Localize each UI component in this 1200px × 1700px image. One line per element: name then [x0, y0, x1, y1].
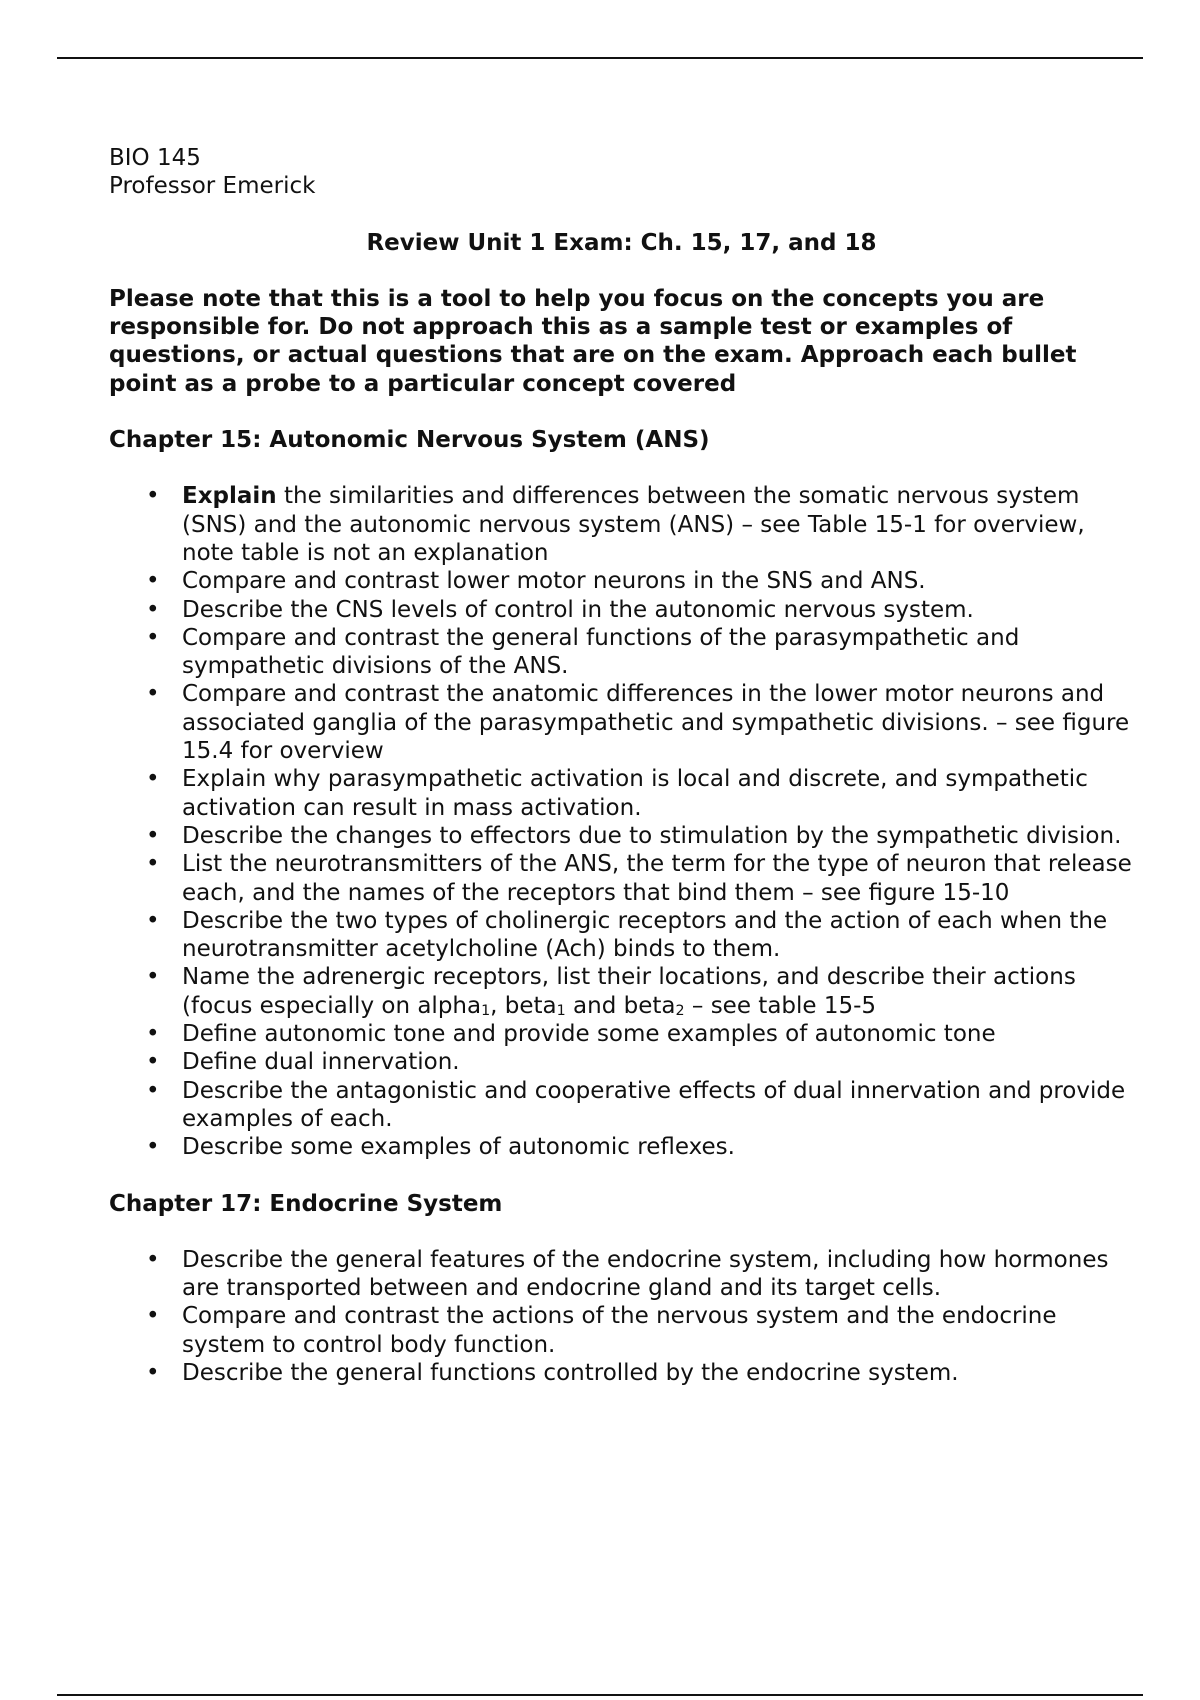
list-item — [109, 1048, 1134, 1076]
list-item — [109, 765, 1134, 822]
bullet-icon: • — [146, 624, 160, 651]
list-item — [109, 1246, 1134, 1303]
subscript: 1 — [481, 1002, 491, 1019]
bullet-icon: • — [146, 1049, 160, 1076]
list-item — [109, 1020, 1134, 1048]
item-text: Describe the CNS levels of control in the autonomic nervous system. — [182, 596, 974, 623]
bullet-icon: • — [146, 907, 160, 934]
item-text: Describe the two types of cholinergic receptors and the action of each when the neurotransmitter acetylcholine (Ach) binds to them. — [182, 907, 1108, 963]
item-text: Define dual innervation. — [182, 1049, 460, 1076]
subscript: 2 — [675, 1002, 685, 1019]
list-item — [109, 1077, 1134, 1134]
item-text: Compare and contrast the anatomic differences in the lower motor neurons and associated ganglia of the parasympathetic and sympathetic divisions. – see figure 15.4 for overview — [182, 681, 1130, 765]
bullet-icon: • — [146, 964, 160, 991]
chapter-17-list — [109, 1246, 1134, 1387]
item-text: Define autonomic tone and provide some examples of autonomic tone — [182, 1021, 996, 1048]
instructor-name: Professor Emerick — [109, 173, 316, 200]
list-item — [109, 822, 1134, 850]
item-lead-word: Explain — [182, 483, 277, 510]
document-page — [109, 144, 1134, 1387]
bullet-icon: • — [146, 1246, 160, 1273]
item-text: Describe some examples of autonomic reflexes. — [182, 1134, 735, 1161]
top-rule — [57, 57, 1143, 59]
item-text: Describe the changes to effectors due to stimulation by the sympathetic division. — [182, 822, 1122, 849]
item-text: Describe the antagonistic and cooperative effects of dual innervation and provide examples of each. — [182, 1077, 1126, 1132]
bullet-icon: • — [146, 1134, 160, 1161]
item-text: Compare and contrast the general functions of the parasympathetic and sympathetic divisions of the ANS. — [182, 624, 1020, 680]
item-text: Explain why parasympathetic activation is local and discrete, and sympathetic activation can result in mass activation. — [182, 766, 1088, 821]
chapter-15-list — [109, 482, 1134, 1161]
list-item — [109, 1133, 1134, 1161]
list-item — [109, 567, 1134, 595]
bullet-icon: • — [146, 851, 160, 878]
bullet-icon: • — [146, 596, 160, 623]
bullet-icon: • — [146, 1359, 160, 1386]
bullet-icon: • — [146, 1077, 160, 1104]
bullet-icon: • — [146, 1021, 160, 1048]
item-text: Describe the general functions controlled by the endocrine system. — [182, 1359, 959, 1386]
item-text: Describe the general features of the endocrine system, including how hormones are transported between and endocrine gland and its target cells. — [182, 1246, 1109, 1302]
document-title: Review Unit 1 Exam: Ch. 15, 17, and 18 — [366, 229, 877, 256]
list-item — [109, 596, 1134, 624]
item-text: and beta — [565, 992, 676, 1019]
bullet-icon: • — [146, 766, 160, 793]
item-text: Compare and contrast lower motor neurons in the SNS and ANS. — [182, 568, 926, 595]
subscript: 1 — [556, 1002, 566, 1019]
list-item — [109, 907, 1134, 964]
item-text: , beta — [490, 992, 557, 1019]
bottom-rule — [57, 1694, 1143, 1696]
bullet-icon: • — [146, 568, 160, 595]
item-text: – see table 15-5 — [684, 992, 877, 1019]
chapter-17-heading: Chapter 17: Endocrine System — [109, 1190, 503, 1217]
notice-paragraph: Please note that this is a tool to help you focus on the concepts you are responsible for. Do not approach this as a sample test or examples of questions, or actual questions that are on the exam. Approach each bullet point as a probe to a particular concept covered — [109, 285, 1077, 397]
list-item — [109, 1302, 1134, 1359]
bullet-icon: • — [146, 1303, 160, 1330]
item-text: Name the adrenergic receptors, list their locations, and describe their actions (focus especially on alpha — [182, 964, 1076, 1019]
list-item — [109, 1359, 1134, 1387]
bullet-icon: • — [146, 483, 160, 510]
chapter-15-heading: Chapter 15: Autonomic Nervous System (ANS) — [109, 427, 710, 454]
list-item — [109, 680, 1134, 765]
bullet-icon: • — [146, 822, 160, 849]
list-item — [109, 482, 1134, 567]
list-item — [109, 963, 1134, 1020]
item-text: Compare and contrast the actions of the nervous system and the endocrine system to control body function. — [182, 1303, 1057, 1358]
item-text: List the neurotransmitters of the ANS, the term for the type of neuron that release each, and the names of the receptors that bind them – see figure 15-10 — [182, 851, 1132, 906]
list-item — [109, 624, 1134, 681]
course-name: BIO 145 — [109, 145, 201, 171]
item-text: the similarities and differences between the somatic nervous system (SNS) and the autonomic nervous system (ANS) – see Table 15-1 for overview, note table is not an explanation — [182, 483, 1085, 566]
bullet-icon: • — [146, 681, 160, 708]
list-item — [109, 850, 1134, 907]
